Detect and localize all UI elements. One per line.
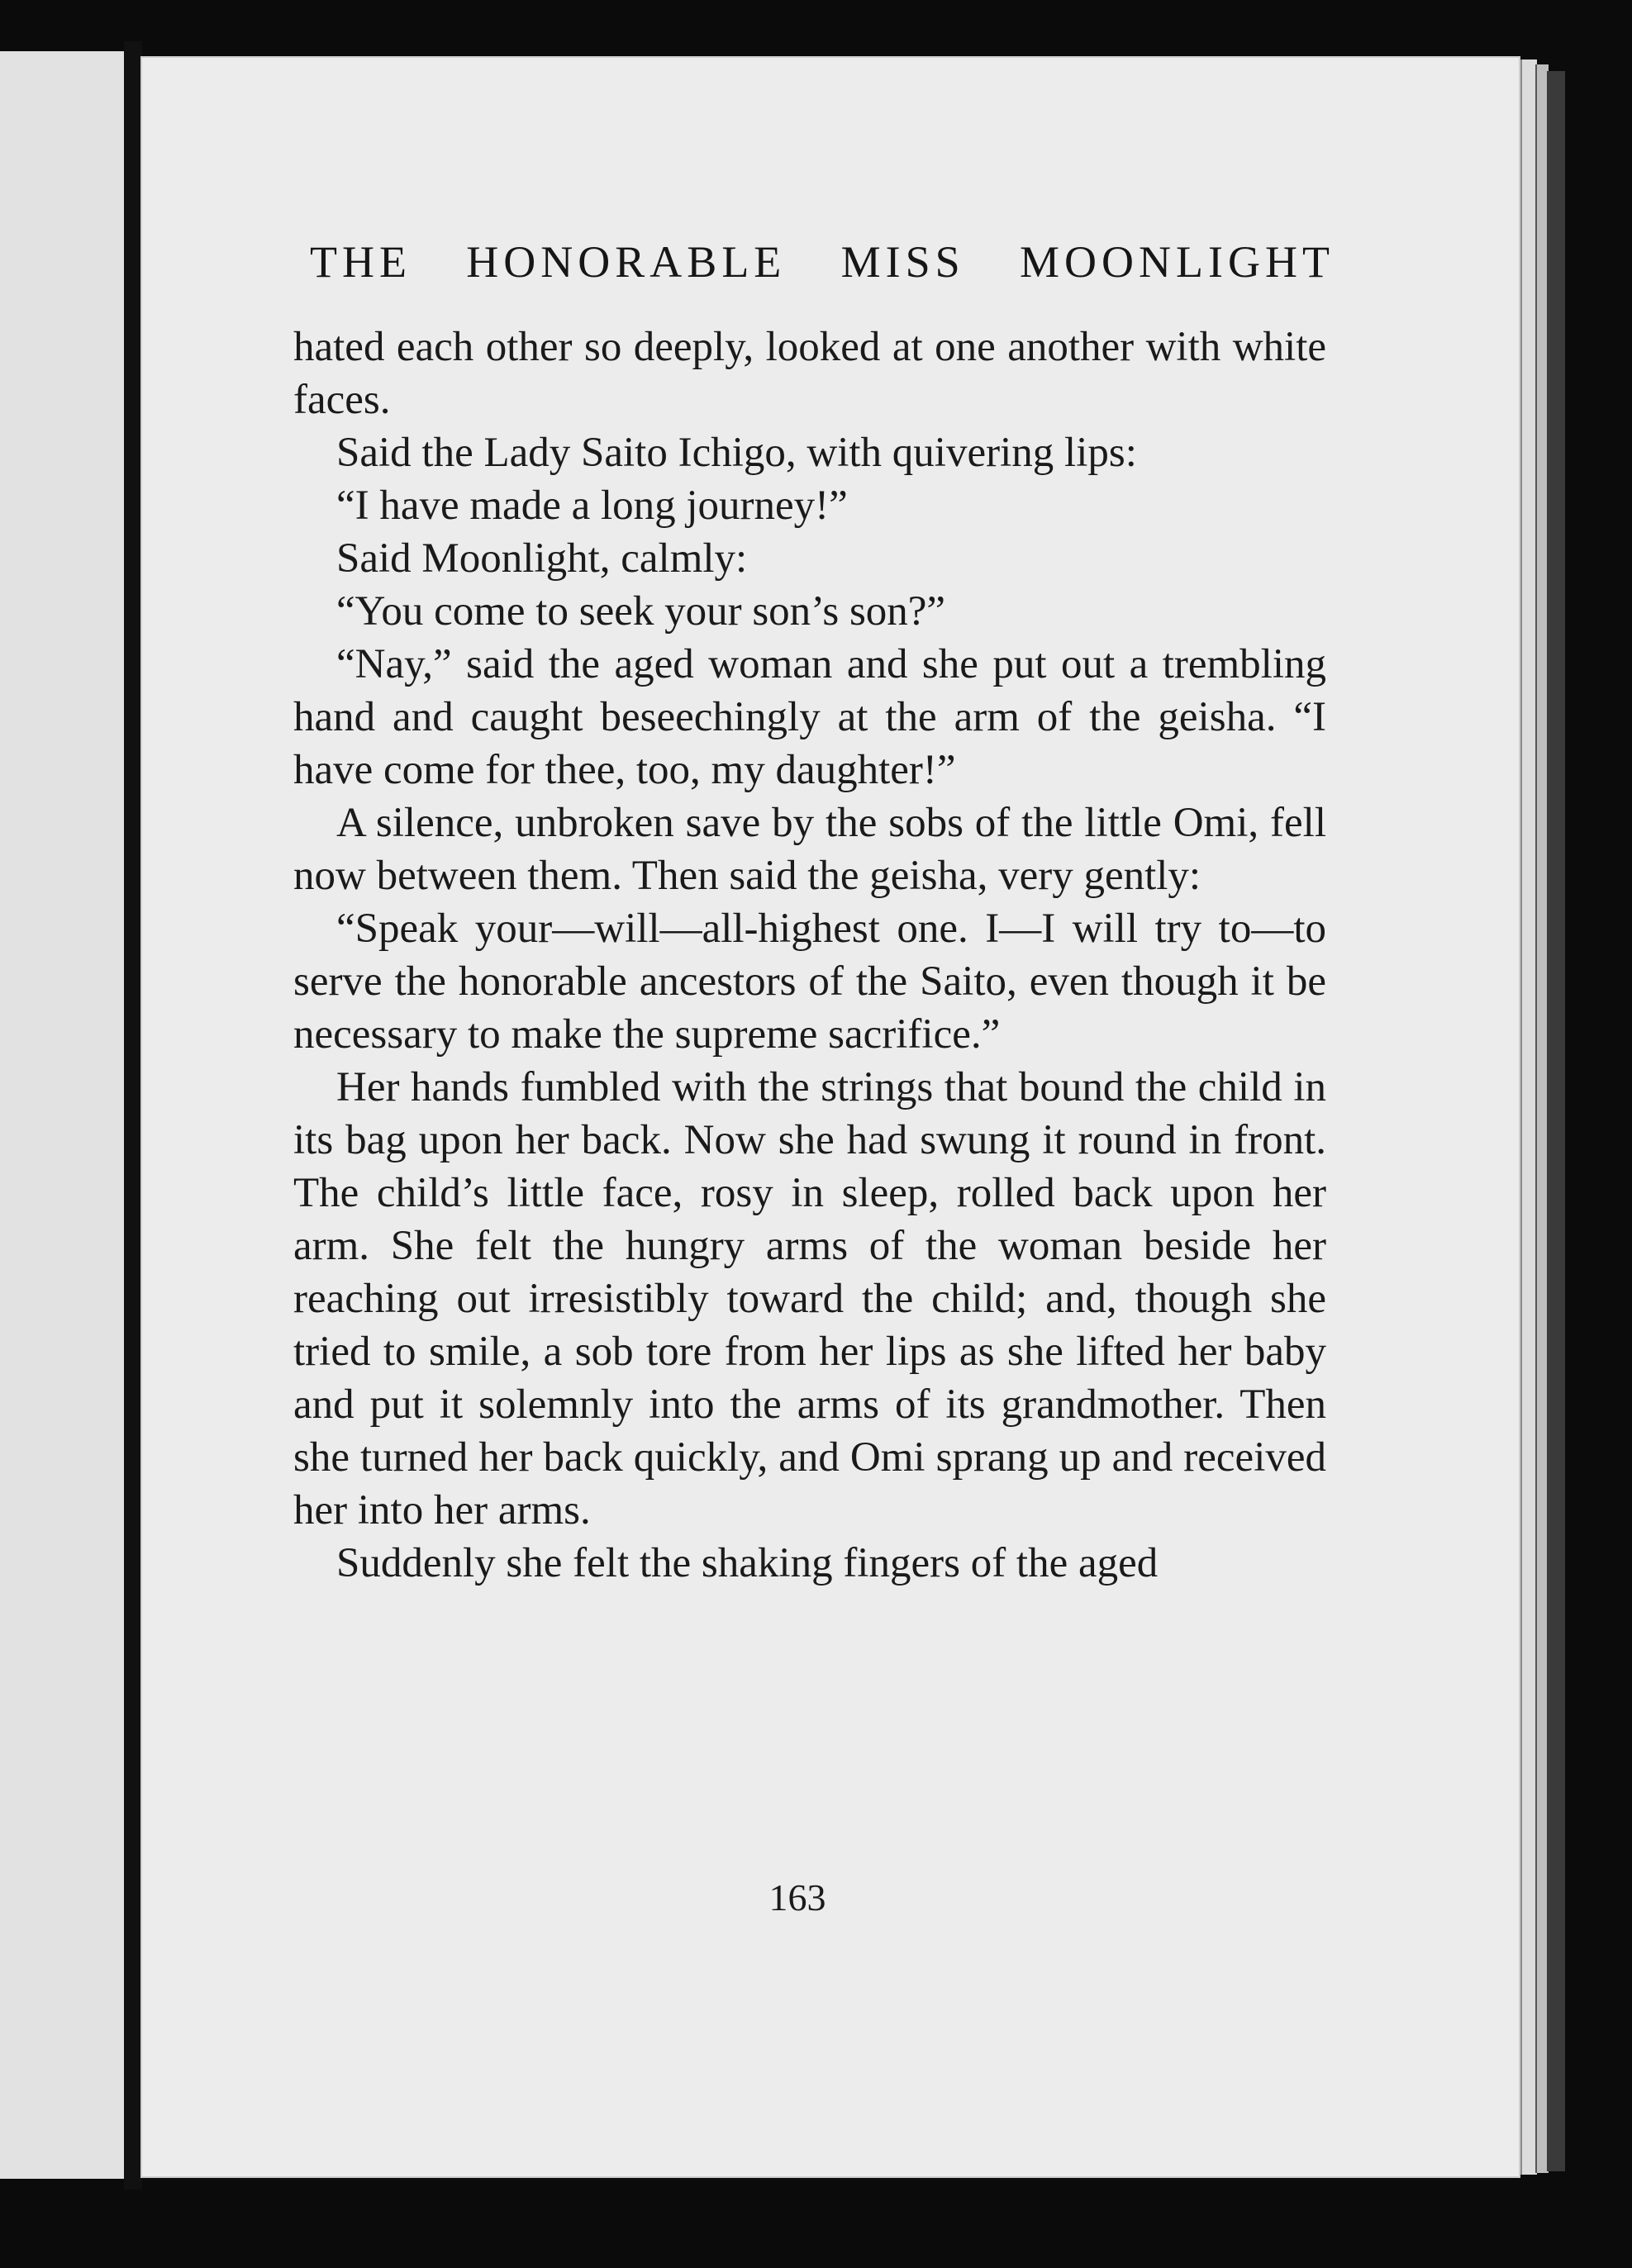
paragraph: “You come to seek your son’s son?” [336,588,946,635]
paragraph: Suddenly she felt the shaking fingers of the aged [336,1540,1159,1586]
book-cover-edge [1547,71,1565,2171]
page-number: 163 [768,1876,826,1919]
running-head: THE HONORABLE MISS MOONLIGHT [310,237,1335,287]
paragraph: “I have made a long journey!” [336,483,848,529]
paragraph: “Nay,” said the aged woman and she put out a trembling hand and caught beseechingly at the arm of the geisha. “I have come for thee, too, my daughter!” [293,641,1326,793]
paragraph: Her hands fumbled with the strings that bound the child in its bag upon her back. Now she had swung it round in front. The child’s little face, rosy in sleep, rolled back upon her arm. She felt the hungry arms of the woman beside her reaching out irresistibly toward the child; and, though she tried to smile, a sob tore from her lips as she lifted her baby and put it solemnly into the arms of its grandmother. Then she turned her back quickly, and Omi sprang up and received her into her arms. [293,1064,1326,1533]
paragraph: Said the Lady Saito Ichigo, with quivering lips: [336,430,1137,476]
page-stack-edge [1520,59,1537,2175]
body-text [293,321,1326,1590]
paragraph: Said Moonlight, calmly: [336,535,748,582]
paragraph: hated each other so deeply, looked at one another with white faces. [293,324,1326,423]
book-gutter [124,41,142,2190]
paragraph: A silence, unbroken save by the sobs of the little Omi, fell now between them. Then said the geisha, very gently: [293,800,1326,899]
left-page-edge [0,51,129,2179]
paragraph: “Speak your—will—all-highest one. I—I will try to—to serve the honorable ancestors of the Saito, even though it be necessary to make the supreme sacrifice.” [293,906,1326,1058]
